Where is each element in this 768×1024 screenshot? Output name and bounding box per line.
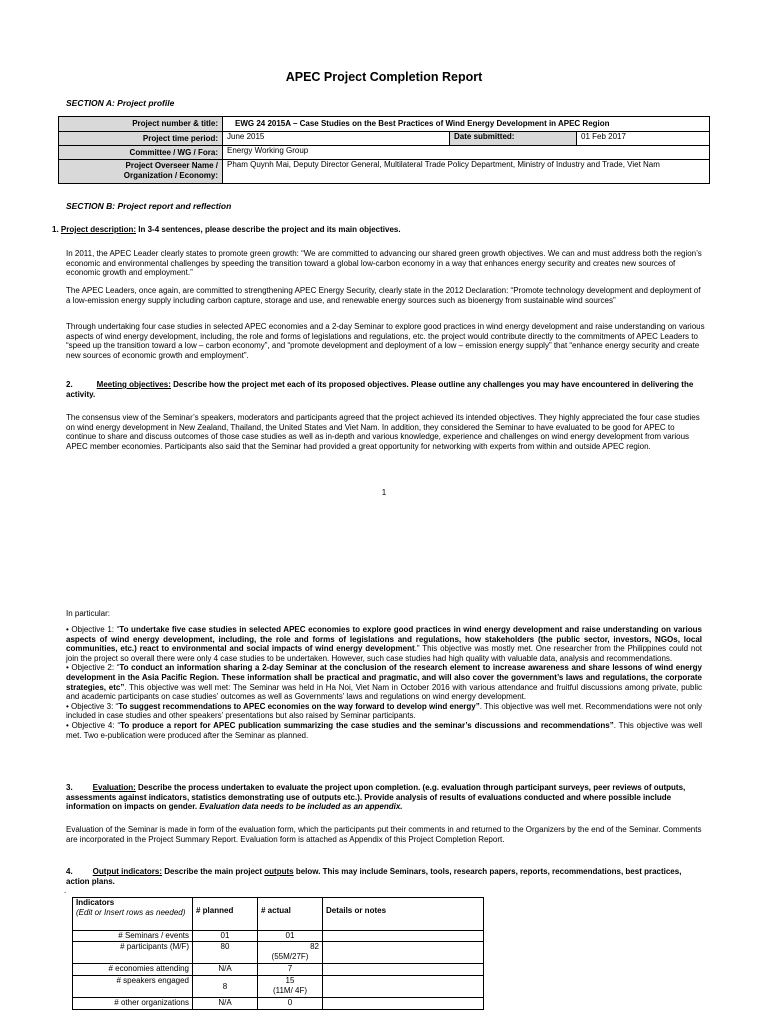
col-planned-header: # planned: [193, 898, 258, 931]
indicators-table: [72, 897, 484, 1010]
indicator-planned: 80: [193, 942, 258, 964]
indicator-planned: 8: [193, 976, 258, 998]
committee-value: Energy Working Group: [223, 146, 710, 160]
q3-number: 3.: [66, 783, 73, 792]
q1-paragraph-1: In 2011, the APEC Leader clearly states to promote green growth: “We are committed to advancing our shared green growth objectives. We can and must address both the region’s economic and environmental challenges by speeding the transition toward a global low-carbon economy in a way that enhances energy security and creates new sources of economic growth and employment.”: [66, 249, 702, 278]
table-row: [73, 931, 484, 942]
indicator-notes: [323, 976, 484, 998]
section-b-heading: SECTION B: Project report and reflection: [66, 201, 232, 211]
overseer-value: Pham Quynh Mai, Deputy Director General, Multilateral Trade Policy Department, Ministry of Industry and Trade, Viet Nam: [223, 160, 710, 184]
indicators-header-label: Indicators: [76, 898, 115, 907]
q1-paragraph-2: The APEC Leaders, once again, are committed to strengthening APEC Energy Security, clearly state in the 2012 Declaration: “Promote technology development and deployment of a low-emission energy supply including carbon capture, storage and use, and renewable energy sources such as bioenergy from sustainable wind sources”: [66, 286, 701, 305]
q1-paragraph-3: Through undertaking four case studies in selected APEC economies and a 2-day Seminar to explore good practices in wind energy development and raise understanding on various aspects of wind energy development, including, the role and forms of legislations and regulations, etc. the project would contribute directly to the commitments of APEC Leaders to “speed up the transition toward a low – carbon economy”, and “promote development and deployment of a low – emission energy supply” that “enhance energy security and create new sources of economic growth and employment”.: [66, 322, 705, 360]
q1-heading: [52, 225, 712, 235]
project-profile-table: [58, 116, 710, 184]
table-row: [73, 998, 484, 1010]
objective-item: • Objective 2: “To conduct an information sharing a 2-day Seminar at the conclusion of the research element to increase awareness and share lessons of wind energy development in the Asia Pacific Region. These information shall be practical and pragmatic, and will also cover the government’s laws and regulations, the corporate strategies, etc”. This objective was well met: The Seminar was held in Ha Noi, Viet Nam in October 2016 with various attendance and fruitful discussions among private, public and academic participants on case studies’ outcomes as well as Governments’ laws and regulations on wind energy development.: [66, 663, 703, 702]
q4-prompt-underlined: outputs: [264, 867, 294, 876]
indicator-actual: 7: [258, 964, 323, 976]
q3-prompt: Describe the process undertaken to evaluate the project upon completion. (e.g. evaluation through participant surveys, peer reviews of outputs, assessments against indicators, statistics demonstrating use of outputs etc.). Provide analysis of results of evaluations conducted and where possible include information on impacts on gender.: [66, 783, 686, 812]
q1-number: 1.: [52, 225, 59, 234]
in-particular-label: In particular:: [66, 609, 111, 618]
indicator-label: # participants (M/F): [73, 942, 193, 964]
table-row: [73, 976, 484, 998]
objectives-list: [66, 625, 702, 740]
objective-item: • Objective 4: “To produce a report for APEC publication summarizing the case studies and the seminar’s discussions and recommendations”. This objective was well met. Two e-publication were produced after the Seminar as planned.: [66, 720, 702, 740]
report-title: APEC Project Completion Report: [285, 70, 483, 84]
indicator-actual: 0: [258, 998, 323, 1010]
stray-dot: .: [64, 886, 67, 895]
q4-title: Output indicators:: [92, 867, 162, 876]
q4-number: 4.: [66, 867, 73, 876]
q3-paragraph-1: Evaluation of the Seminar is made in form of the evaluation form, which the participants put their comments in and returned to the Organizers by the end of the Seminar. Comments are incorporated in the Project Summary Report. Evaluation form is attached as Appendix of this Project Completion Report.: [66, 825, 702, 844]
indicator-notes: [323, 998, 484, 1010]
indicator-label: # speakers engaged: [73, 976, 193, 998]
indicator-label: # other organizations: [73, 998, 193, 1010]
project-number-label: Project number & title:: [59, 117, 223, 132]
q1-prompt: In 3-4 sentences, please describe the project and its main objectives.: [136, 225, 401, 234]
q1-title: Project description:: [60, 225, 137, 234]
indicators-header: [73, 898, 193, 931]
q4-prompt-a: Describe the main project: [162, 867, 265, 876]
overseer-label-line-1: Project Overseer Name /: [125, 161, 218, 170]
q2-number: 2.: [66, 380, 73, 389]
col-actual-header: # actual: [258, 898, 323, 931]
indicator-planned: N/A: [193, 998, 258, 1010]
indicator-label: # economies attending: [73, 964, 193, 976]
indicator-actual: 15 (11M/ 4F): [258, 976, 323, 998]
indicators-header-sub: (Edit or Insert rows as needed): [76, 907, 186, 917]
indicator-actual: 01: [258, 931, 323, 942]
overseer-label-line-2: Organization / Economy:: [123, 170, 218, 180]
table-row: [73, 964, 484, 976]
q4-prompt-b: below. This may include Seminars, tools, research papers, reports, recommendations, best practices, action plans.: [66, 867, 682, 886]
time-period-value: June 2015: [223, 132, 450, 146]
col-details-header: Details or notes: [323, 898, 484, 931]
project-number-value: EWG 24 2015A – Case Studies on the Best Practices of Wind Energy Development in APEC Region: [223, 117, 710, 132]
date-submitted-label: Date submitted:: [450, 132, 577, 146]
indicator-label: # Seminars / events: [73, 931, 193, 942]
q2-heading: [66, 380, 706, 399]
q4-heading: [66, 867, 706, 886]
overseer-label: [59, 160, 223, 184]
table-row: [73, 942, 484, 964]
q3-prompt-italic: Evaluation data needs to be included as an appendix.: [199, 802, 403, 812]
indicator-notes: [323, 964, 484, 976]
indicator-notes: [323, 931, 484, 942]
q2-prompt: Describe how the project met each of its proposed objectives. Please outline any challenges you may have encountered in delivering the activity.: [66, 380, 694, 399]
q3-title: Evaluation:: [92, 783, 136, 792]
section-a-heading: SECTION A: Project profile: [66, 98, 175, 108]
indicator-actual: 82 (55M/27F): [258, 942, 323, 964]
q2-title: Meeting objectives:: [96, 380, 171, 389]
indicator-planned: N/A: [193, 964, 258, 976]
indicator-notes: [323, 942, 484, 964]
objective-item: • Objective 3: “To suggest recommendations to APEC economies on the way forward to develop wind energy”. This objective was well met. Recommendations were not only included in case studies and other speakers’ presentations but also raised by Seminar participants.: [66, 701, 703, 721]
q2-paragraph-1: The consensus view of the Seminar’s speakers, moderators and participants agreed that the project achieved its intended objectives. They highly appreciated the four case studies on wind energy development in New Zealand, Thailand, the United States and Viet Nam. In addition, they considered the Seminar to have evaluated to be good for APEC to continue to share and discuss outcomes of those case studies as well as in-depth and various knowledge, experience and challenges on wind energy development from various APEC member economies. Participants also said that the Seminar had provided a great opportunity for networking with experts from within and outside APEC region.: [66, 413, 700, 451]
page-number: 1: [381, 488, 387, 497]
date-submitted-value: 01 Feb 2017: [577, 132, 710, 146]
objective-item: • Objective 1: “To undertake five case studies in selected APEC economies to explore good practices in wind energy development and raise understanding on various aspects of wind energy development, including, the role and forms of legislations and regulations, how stakeholders (the public sector, investors, NGOs, local communities, etc.) react to environmental and social impacts of wind energy development.” This objective was mostly met. One researcher from the Philippines could not join the project so overall there were only 4 case studies to be undertaken. However, such case studies had high quality with valuable data, analysis and recommendations.: [66, 625, 702, 663]
q3-heading: [66, 783, 706, 812]
committee-label: Committee / WG / Fora:: [59, 146, 223, 160]
indicator-planned: 01: [193, 931, 258, 942]
time-period-label: Project time period:: [59, 132, 223, 146]
